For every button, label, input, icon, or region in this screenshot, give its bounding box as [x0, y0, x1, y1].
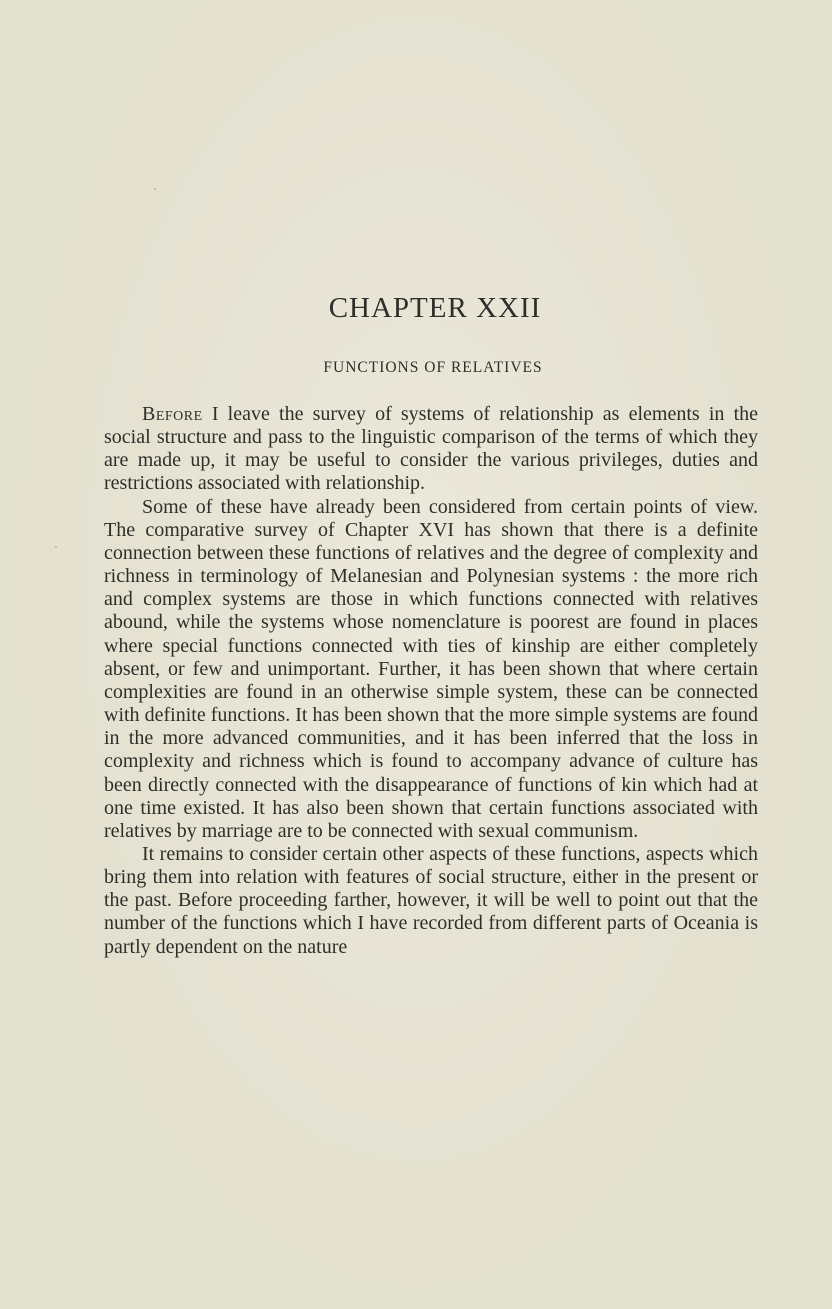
chapter-title: CHAPTER XXII	[328, 292, 542, 324]
paragraph	[104, 403, 758, 496]
paragraph: It remains to consider certain other aspects of these functions, aspects which bring them into relation with features of social structure, either in the present or the past. Before proceeding farther, however, it will be well to point out that the number of the functions which I have recorded from different parts of Oceania is partly dependent on the nature	[104, 842, 758, 958]
paper-speck	[55, 546, 57, 548]
paper-speck	[258, 340, 259, 341]
body-text	[104, 403, 758, 959]
paragraph-text: I leave the survey of systems of relationship as elements in the social structure and pass to the linguistic comparison of the terms of which they are made up, it may be useful to consider the various privileges, duties and restrictions associated with relationship.	[104, 403, 758, 495]
paragraph-lead-word: Before	[142, 403, 203, 425]
chapter-subtitle: FUNCTIONS OF RELATIVES	[323, 359, 543, 376]
paper-speck	[154, 188, 156, 190]
paragraph: Some of these have already been considered from certain points of view. The comparative survey of Chapter XVI has shown that there is a definite connection between these functions of relatives and the degree of complexity and richness in terminology of Melanesian and Polynesian systems : the more rich and complex systems are those in which functions connected with relatives abound, while the systems whose nomenclature is poorest are found in places where special functions connected with ties of kinship are either completely absent, or few and unimportant. Further, it has been shown that where certain complexities are found in an otherwise simple system, these can be connected with definite functions. It has been shown that the more simple systems are found in the more advanced communities, and it has been inferred that the loss in complexity and richness which is found to accompany advance of culture has been directly connected with the disappearance of functions of kin which had at one time existed. It has also been shown that certain functions associated with relatives by marriage are to be connected with sexual communism.	[104, 495, 758, 842]
